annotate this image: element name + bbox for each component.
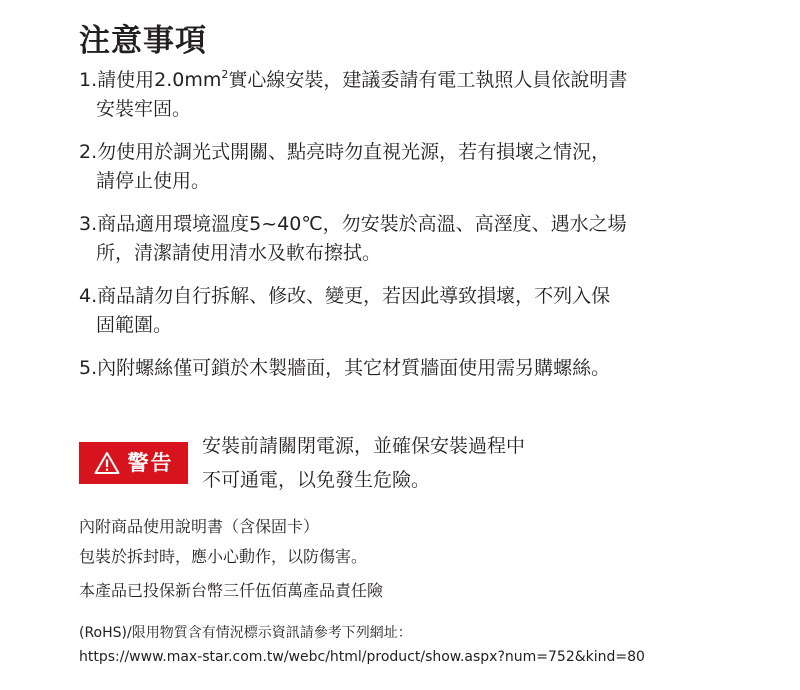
- warning-badge: [79, 442, 188, 484]
- notes-list: [79, 66, 739, 397]
- warning-text: [202, 429, 525, 497]
- note-item-3: [79, 210, 739, 268]
- note-3-line1: 3.商品適用環境溫度5~40℃，勿安裝於高溫、高溼度、遇水之場: [79, 213, 627, 235]
- info-block: [79, 512, 383, 606]
- warning-text-line2: 不可通電，以免發生危險。: [202, 469, 431, 491]
- warning-label: 警告: [127, 451, 174, 475]
- page-title: 注意事項: [79, 23, 207, 59]
- note-item-2: [79, 138, 739, 196]
- rohs-note: (RoHS)/限用物質含有情況標示資訊請參考下列網址：: [79, 625, 412, 641]
- note-4-line1: 4.商品請勿自行拆解、修改、變更，若因此導致損壞，不列入保: [79, 285, 611, 307]
- packaging-note: 包裝於拆封時，應小心動作，以防傷害。: [79, 547, 368, 566]
- note-5-line1: 5.內附螺絲僅可鎖於木製牆面，其它材質牆面使用需另購螺絲。: [79, 357, 611, 379]
- manual-note: 內附商品使用說明書（含保固卡）: [79, 517, 320, 536]
- note-2-line2: 請停止使用。: [96, 170, 211, 192]
- superscript-2: 2: [221, 67, 229, 81]
- note-item-1: [79, 66, 739, 124]
- note-item-4: [79, 282, 739, 340]
- note-3-line2: 所，清潔請使用清水及軟布擦拭。: [96, 242, 382, 264]
- note-item-5: [79, 354, 739, 383]
- note-1-line2: 安裝牢固。: [96, 98, 192, 120]
- warning-triangle-icon: [94, 451, 120, 475]
- note-1-line1: 1.請使用$2.0mm^2$實心線安裝，建議委請有電工執照人員依說明書: [79, 67, 628, 91]
- note-2-line1: 2.勿使用於調光式開關、點亮時勿直視光源，若有損壞之情況，: [79, 141, 611, 163]
- insurance-note: 本產品已投保新台幣三仟伍佰萬產品責任險: [79, 581, 384, 600]
- note-4-line2: 固範圍。: [96, 314, 173, 336]
- rohs-url: https://www.max-star.com.tw/webc/html/product/show.aspx?num=752&kind=80: [79, 649, 645, 665]
- warning-text-line1: 安裝前請關閉電源，並確保安裝過程中: [202, 435, 526, 457]
- rohs-block: [79, 621, 645, 669]
